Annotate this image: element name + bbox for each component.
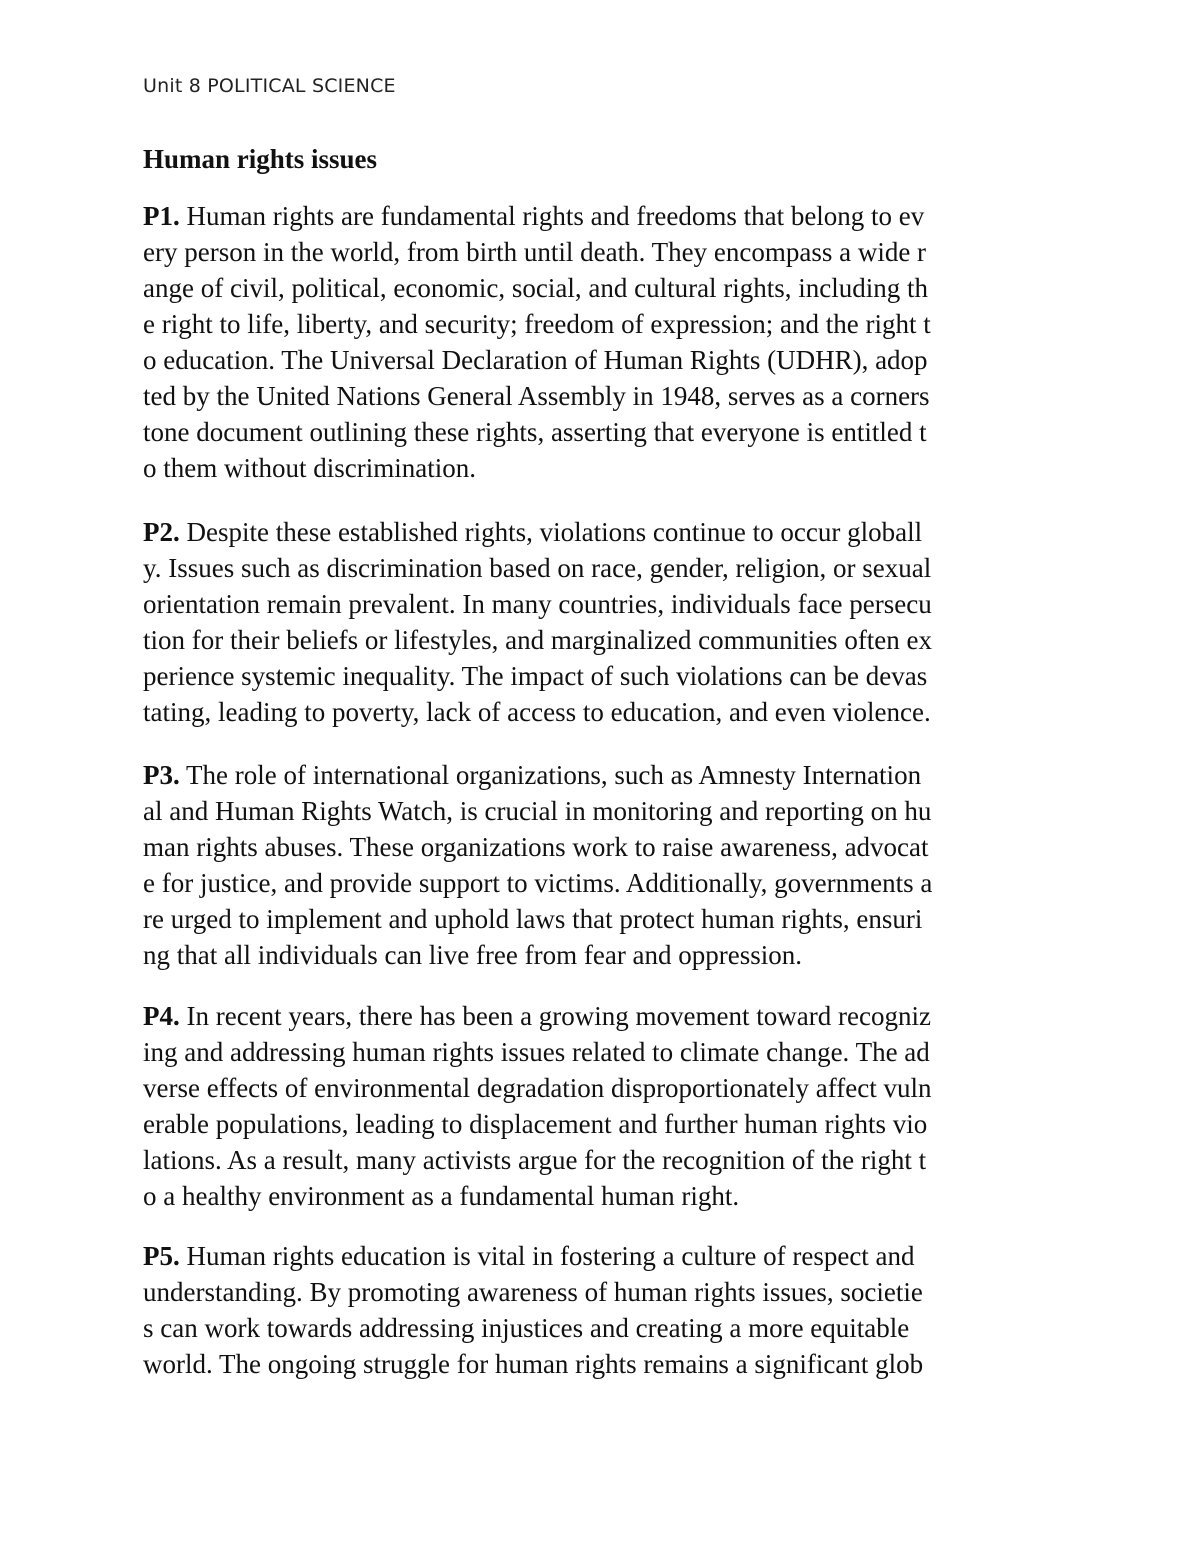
paragraph-line: ing and addressing human rights issues related to climate change. The ad <box>143 1037 930 1067</box>
paragraph-line: e right to life, liberty, and security; freedom of expression; and the right t <box>143 309 931 339</box>
paragraph-label: P3. <box>143 760 180 790</box>
paragraph-line: orientation remain prevalent. In many countries, individuals face persecu <box>143 589 932 619</box>
paragraph-line: lations. As a result, many activists argue for the recognition of the right t <box>143 1145 927 1175</box>
paragraph-label: P2. <box>143 517 180 547</box>
paragraph-line <box>143 998 1063 1034</box>
document-title: Human rights issues <box>143 144 378 174</box>
paragraph-line: tion for their beliefs or lifestyles, and marginalized communities often ex <box>143 625 933 655</box>
paragraph-p2 <box>143 514 1063 730</box>
unit-header: Unit 8 POLITICAL SCIENCE <box>143 75 396 97</box>
line-text: Human rights are fundamental rights and freedoms that belong to ev <box>179 201 925 231</box>
paragraph-line: tone document outlining these rights, asserting that everyone is entitled t <box>143 417 927 447</box>
paragraph-line: ange of civil, political, economic, social, and cultural rights, including th <box>143 273 929 303</box>
paragraph-line: s can work towards addressing injustices and creating a more equitable <box>143 1313 910 1343</box>
paragraph-line: o a healthy environment as a fundamental human right. <box>143 1181 740 1211</box>
line-text: Despite these established rights, violations continue to occur globall <box>179 517 923 547</box>
line-text: Human rights education is vital in fostering a culture of respect and <box>179 1241 915 1271</box>
paragraph-line <box>143 514 1063 550</box>
paragraph-line: ng that all individuals can live free from fear and oppression. <box>143 940 803 970</box>
paragraph-label: P4. <box>143 1001 180 1031</box>
paragraph-line <box>143 1238 1063 1274</box>
paragraph-line: understanding. By promoting awareness of human rights issues, societie <box>143 1277 923 1307</box>
paragraph-line: o education. The Universal Declaration of Human Rights (UDHR), adop <box>143 345 928 375</box>
paragraph-line: al and Human Rights Watch, is crucial in monitoring and reporting on hu <box>143 796 932 826</box>
paragraph-line <box>143 198 1063 234</box>
paragraph-p5 <box>143 1238 1063 1382</box>
paragraph-line: man rights abuses. These organizations work to raise awareness, advocat <box>143 832 929 862</box>
paragraph-p1 <box>143 198 1063 486</box>
line-text: The role of international organizations, such as Amnesty Internation <box>179 760 922 790</box>
paragraph-label: P1. <box>143 201 180 231</box>
paragraph-line: ted by the United Nations General Assembly in 1948, serves as a corners <box>143 381 930 411</box>
paragraph-p4 <box>143 998 1063 1214</box>
paragraph-line: tating, leading to poverty, lack of access to education, and even violence. <box>143 697 931 727</box>
paragraph-line: verse effects of environmental degradation disproportionately affect vuln <box>143 1073 932 1103</box>
paragraph-p3 <box>143 757 1063 973</box>
paragraph-line: erable populations, leading to displacement and further human rights vio <box>143 1109 928 1139</box>
paragraph-line <box>143 757 1063 793</box>
paragraph-line: world. The ongoing struggle for human rights remains a significant glob <box>143 1349 924 1379</box>
paragraph-line: ery person in the world, from birth until death. They encompass a wide r <box>143 237 927 267</box>
paragraph-label: P5. <box>143 1241 180 1271</box>
paragraph-line: y. Issues such as discrimination based on race, gender, religion, or sexual <box>143 553 932 583</box>
paragraph-line: e for justice, and provide support to victims. Additionally, governments a <box>143 868 933 898</box>
paragraph-line: re urged to implement and uphold laws that protect human rights, ensuri <box>143 904 923 934</box>
line-text: In recent years, there has been a growing movement toward recogniz <box>179 1001 931 1031</box>
paragraph-line: perience systemic inequality. The impact of such violations can be devas <box>143 661 928 691</box>
paragraph-line: o them without discrimination. <box>143 453 476 483</box>
